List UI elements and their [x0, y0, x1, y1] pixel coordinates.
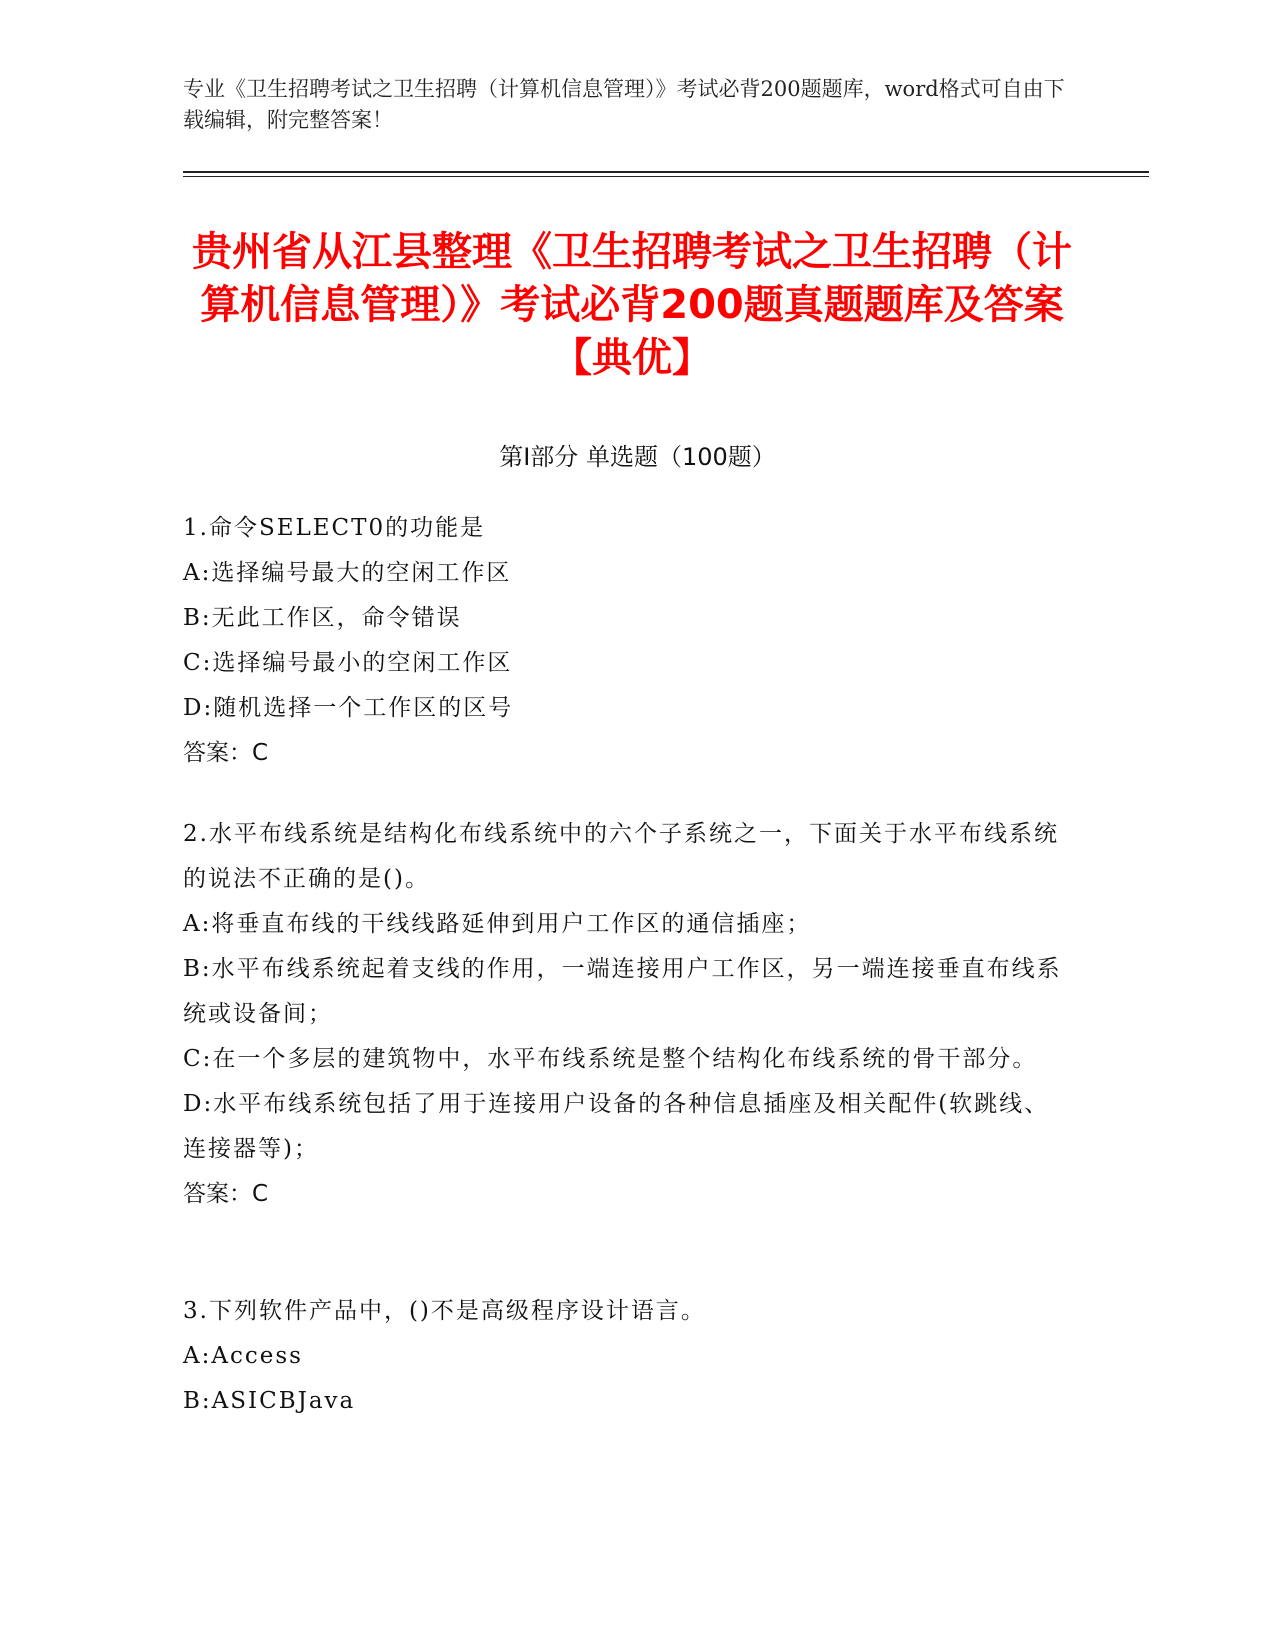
document-title: 贵州省从江县整理《卫生招聘考试之卫生招聘（计算机信息管理）》考试必背200题真题题库及答案【典优】 — [192, 229, 1072, 381]
option-a: A:选择编号最大的空闲工作区 — [183, 560, 512, 586]
question-stem: 1.命令SELECT0的功能是 — [183, 515, 486, 541]
answer: 答案：C — [183, 1181, 269, 1207]
option-d: D:随机选择一个工作区的区号 — [183, 695, 514, 721]
option-d: D:水平布线系统包括了用于连接用户设备的各种信息插座及相关配件(软跳线、连接器等)； — [183, 1091, 1050, 1162]
section-heading: 第Ⅰ部分 单选题（100题） — [499, 443, 776, 471]
option-b: B:无此工作区，命令错误 — [183, 605, 462, 631]
answer: 答案：C — [183, 740, 269, 766]
question-stem: 3.下列软件产品中，()不是高级程序设计语言。 — [183, 1298, 706, 1324]
option-b: B:水平布线系统起着支线的作用，一端连接用户工作区，另一端连接垂直布线系统或设备间； — [183, 956, 1062, 1027]
option-c: C:选择编号最小的空闲工作区 — [183, 650, 513, 676]
option-c: C:在一个多层的建筑物中，水平布线系统是整个结构化布线系统的骨干部分。 — [183, 1046, 1038, 1072]
question-stem: 2.水平布线系统是结构化布线系统中的六个子系统之一，下面关于水平布线系统的说法不正确的是()。 — [183, 821, 1059, 892]
document-header-note: 专业《卫生招聘考试之卫生招聘（计算机信息管理）》考试必背200题题库，word格式可自由下载编辑，附完整答案！ — [183, 77, 1065, 132]
header-divider-thin — [183, 176, 1149, 177]
question-3 — [183, 1289, 1063, 1424]
header-divider-thick — [183, 171, 1149, 173]
option-a: A:Access — [183, 1343, 303, 1369]
question-1 — [183, 506, 1063, 776]
option-b: B:ASICBJava — [183, 1388, 356, 1414]
option-a: A:将垂直布线的干线线路延伸到用户工作区的通信插座； — [183, 911, 812, 937]
question-2 — [183, 812, 1063, 1217]
